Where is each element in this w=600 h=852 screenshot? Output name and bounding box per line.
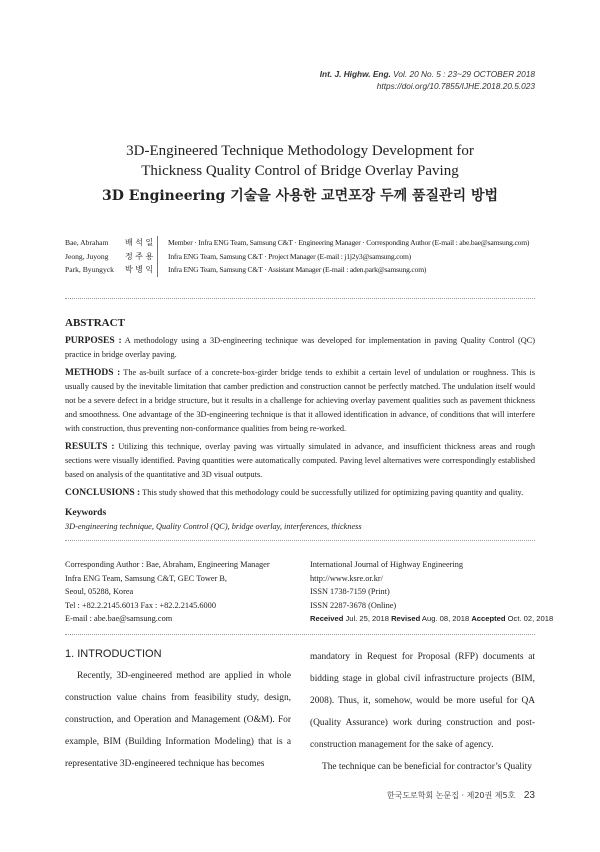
author-divider <box>157 236 168 250</box>
author-name-ko: 배 석 일 <box>125 238 154 247</box>
author-divider <box>157 263 168 277</box>
accepted-label: Accepted <box>471 614 506 623</box>
author-name-en: Park, Byungyck <box>65 265 114 274</box>
journal-name: International Journal of Highway Engineering <box>310 560 463 569</box>
title-english <box>60 141 540 181</box>
abstract-conclusions <box>65 486 535 500</box>
author-list <box>65 236 529 277</box>
received-dates <box>310 612 553 626</box>
journal-volume: Vol. 20 No. 5 : 23~29 OCTOBER 2018 <box>393 69 535 79</box>
page-number: 23 <box>523 790 535 801</box>
revised-date: Aug. 08, 2018 <box>420 614 472 623</box>
footer-journal: 한국도로학회 논문집 · 제20권 제5호 <box>386 791 516 800</box>
issn-print: ISSN 1738-7159 (Print) <box>310 587 390 596</box>
body-paragraph: mandatory in Request for Proposal (RFP) documents at bidding stage in global civil infrastructure projects (BIM, 2008). Thus, it, somehow, would be more useful for QA (Quality Assurance) work during construction and post-construction management for the sake of agency. <box>310 652 535 750</box>
divider-dotted <box>65 540 535 541</box>
received-date: Jul. 25, 2018 <box>343 614 392 623</box>
author-name-ko: 박 병 익 <box>125 265 154 274</box>
abstract-heading: ABSTRACT <box>65 317 125 329</box>
results-text: Utilizing this technique, overlay paving was virtually simulated in advance, and insufficient thickness areas and rough sections were visually identified. Paving quantities were automatically computed. Paving level alternatives were correspondingly established based on analysis of the quantitative and 3D visual outputs. <box>65 442 536 479</box>
body-column-left <box>65 646 291 775</box>
journal-header <box>320 68 535 92</box>
conclusions-text: This study showed that this methodology could be successfully utilized for optimizing paving quantity and quality. <box>140 488 524 497</box>
body-column-right <box>310 646 535 778</box>
abstract-methods <box>65 366 535 436</box>
journal-abbrev: Int. J. Highw. Eng. <box>319 69 391 79</box>
title-line-2: Thickness Quality Control of Bridge Overlay Paving <box>141 163 459 179</box>
divider-dotted <box>65 298 535 299</box>
author-affiliation: Infra ENG Team, Samsung C&T · Assistant Manager (E-mail : aden.park@samsung.com) <box>168 265 427 274</box>
issn-online: ISSN 2287-3678 (Online) <box>310 600 397 610</box>
journal-info-block <box>310 558 553 626</box>
corr-line: Seoul, 05288, Korea <box>65 587 134 596</box>
methods-label: METHODS : <box>65 368 121 378</box>
corr-line: Infra ENG Team, Samsung C&T, GEC Tower B, <box>65 573 227 583</box>
doi-link[interactable]: https://doi.org/10.7855/IJHE.2018.20.5.023 <box>376 81 535 91</box>
received-label: Received <box>310 614 344 623</box>
body-paragraph: The technique can be beneficial for contractor’s Quality <box>322 762 532 772</box>
title-line-1: 3D-Engineered Technique Methodology Development for <box>126 143 474 159</box>
journal-citation <box>320 68 535 80</box>
author-affiliation: Member · Infra ENG Team, Samsung C&T · Engineering Manager · Corresponding Author (E-mail : abe.bae@samsung.com) <box>168 238 530 247</box>
author-name-ko: 정 주 용 <box>125 251 154 261</box>
author-divider <box>157 250 168 264</box>
author-row <box>65 263 529 277</box>
divider-dotted <box>65 634 535 635</box>
section-title: 1. INTRODUCTION <box>65 648 162 660</box>
corresponding-author-block <box>65 558 270 626</box>
corr-email[interactable]: E-mail : abe.bae@samsung.com <box>65 614 173 623</box>
title-korean: 3D Engineering 기술을 사용한 교면포장 두께 품질관리 방법 <box>101 188 499 204</box>
results-label: RESULTS : <box>65 442 115 452</box>
revised-label: Revised <box>391 614 421 623</box>
keywords-heading: Keywords <box>65 508 107 518</box>
author-affiliation: Infra ENG Team, Samsung C&T · Project Manager (E-mail : j1j2y3@samsung.com) <box>168 251 411 261</box>
methods-text: The as-built surface of a concrete-box-girder bridge tends to exhibit a certain level of undulation or roughness. This is usually caused by the inevitable limitation that camber prediction and construction cannot be perfectly matched. The undulation itself would not be a severe defect in a bridge structure, but it results in a challenge for achieving overlay pavement qualities such as pavement thickness and smoothness. One advantage of the 3D-engineering technique is that it allowed identification in advance, of conditions that will interfere with construction, thus preventing non-conformance qualities from being re-worked. <box>65 368 536 433</box>
author-name-en: Bae, Abraham <box>65 238 109 247</box>
purposes-text: A methodology using a 3D-engineering technique was developed for implementation in paving Quality Control (QC) practice in bridge overlay paving. <box>65 336 535 359</box>
journal-url[interactable]: http://www.ksre.or.kr/ <box>310 573 383 583</box>
abstract-results <box>65 440 535 482</box>
author-name-en: Jeong, Juyong <box>65 251 109 261</box>
page-footer <box>387 790 535 801</box>
author-row <box>65 236 529 250</box>
purposes-label: PURPOSES : <box>65 336 122 346</box>
body-paragraph: Recently, 3D-engineered method are applied in whole construction value chains from feasibility study, design, construction, and Operation and Management (O&M). For example, BIM (Building Information Modeling) that is a representative 3D-engineered technique has becomes <box>65 671 291 769</box>
corr-line: Tel : +82.2.2145.6013 Fax : +82.2.2145.6000 <box>65 600 216 610</box>
keywords-list: 3D-engineering technique, Quality Control (QC), bridge overlay, interferences, thickness <box>65 522 362 531</box>
conclusions-label: CONCLUSIONS : <box>65 488 141 498</box>
abstract-section <box>65 316 535 534</box>
author-row <box>65 250 529 264</box>
corr-line: Corresponding Author : Bae, Abraham, Engineering Manager <box>65 560 270 569</box>
accepted-date: Oct. 02, 2018 <box>505 614 554 623</box>
abstract-purposes <box>65 334 535 362</box>
